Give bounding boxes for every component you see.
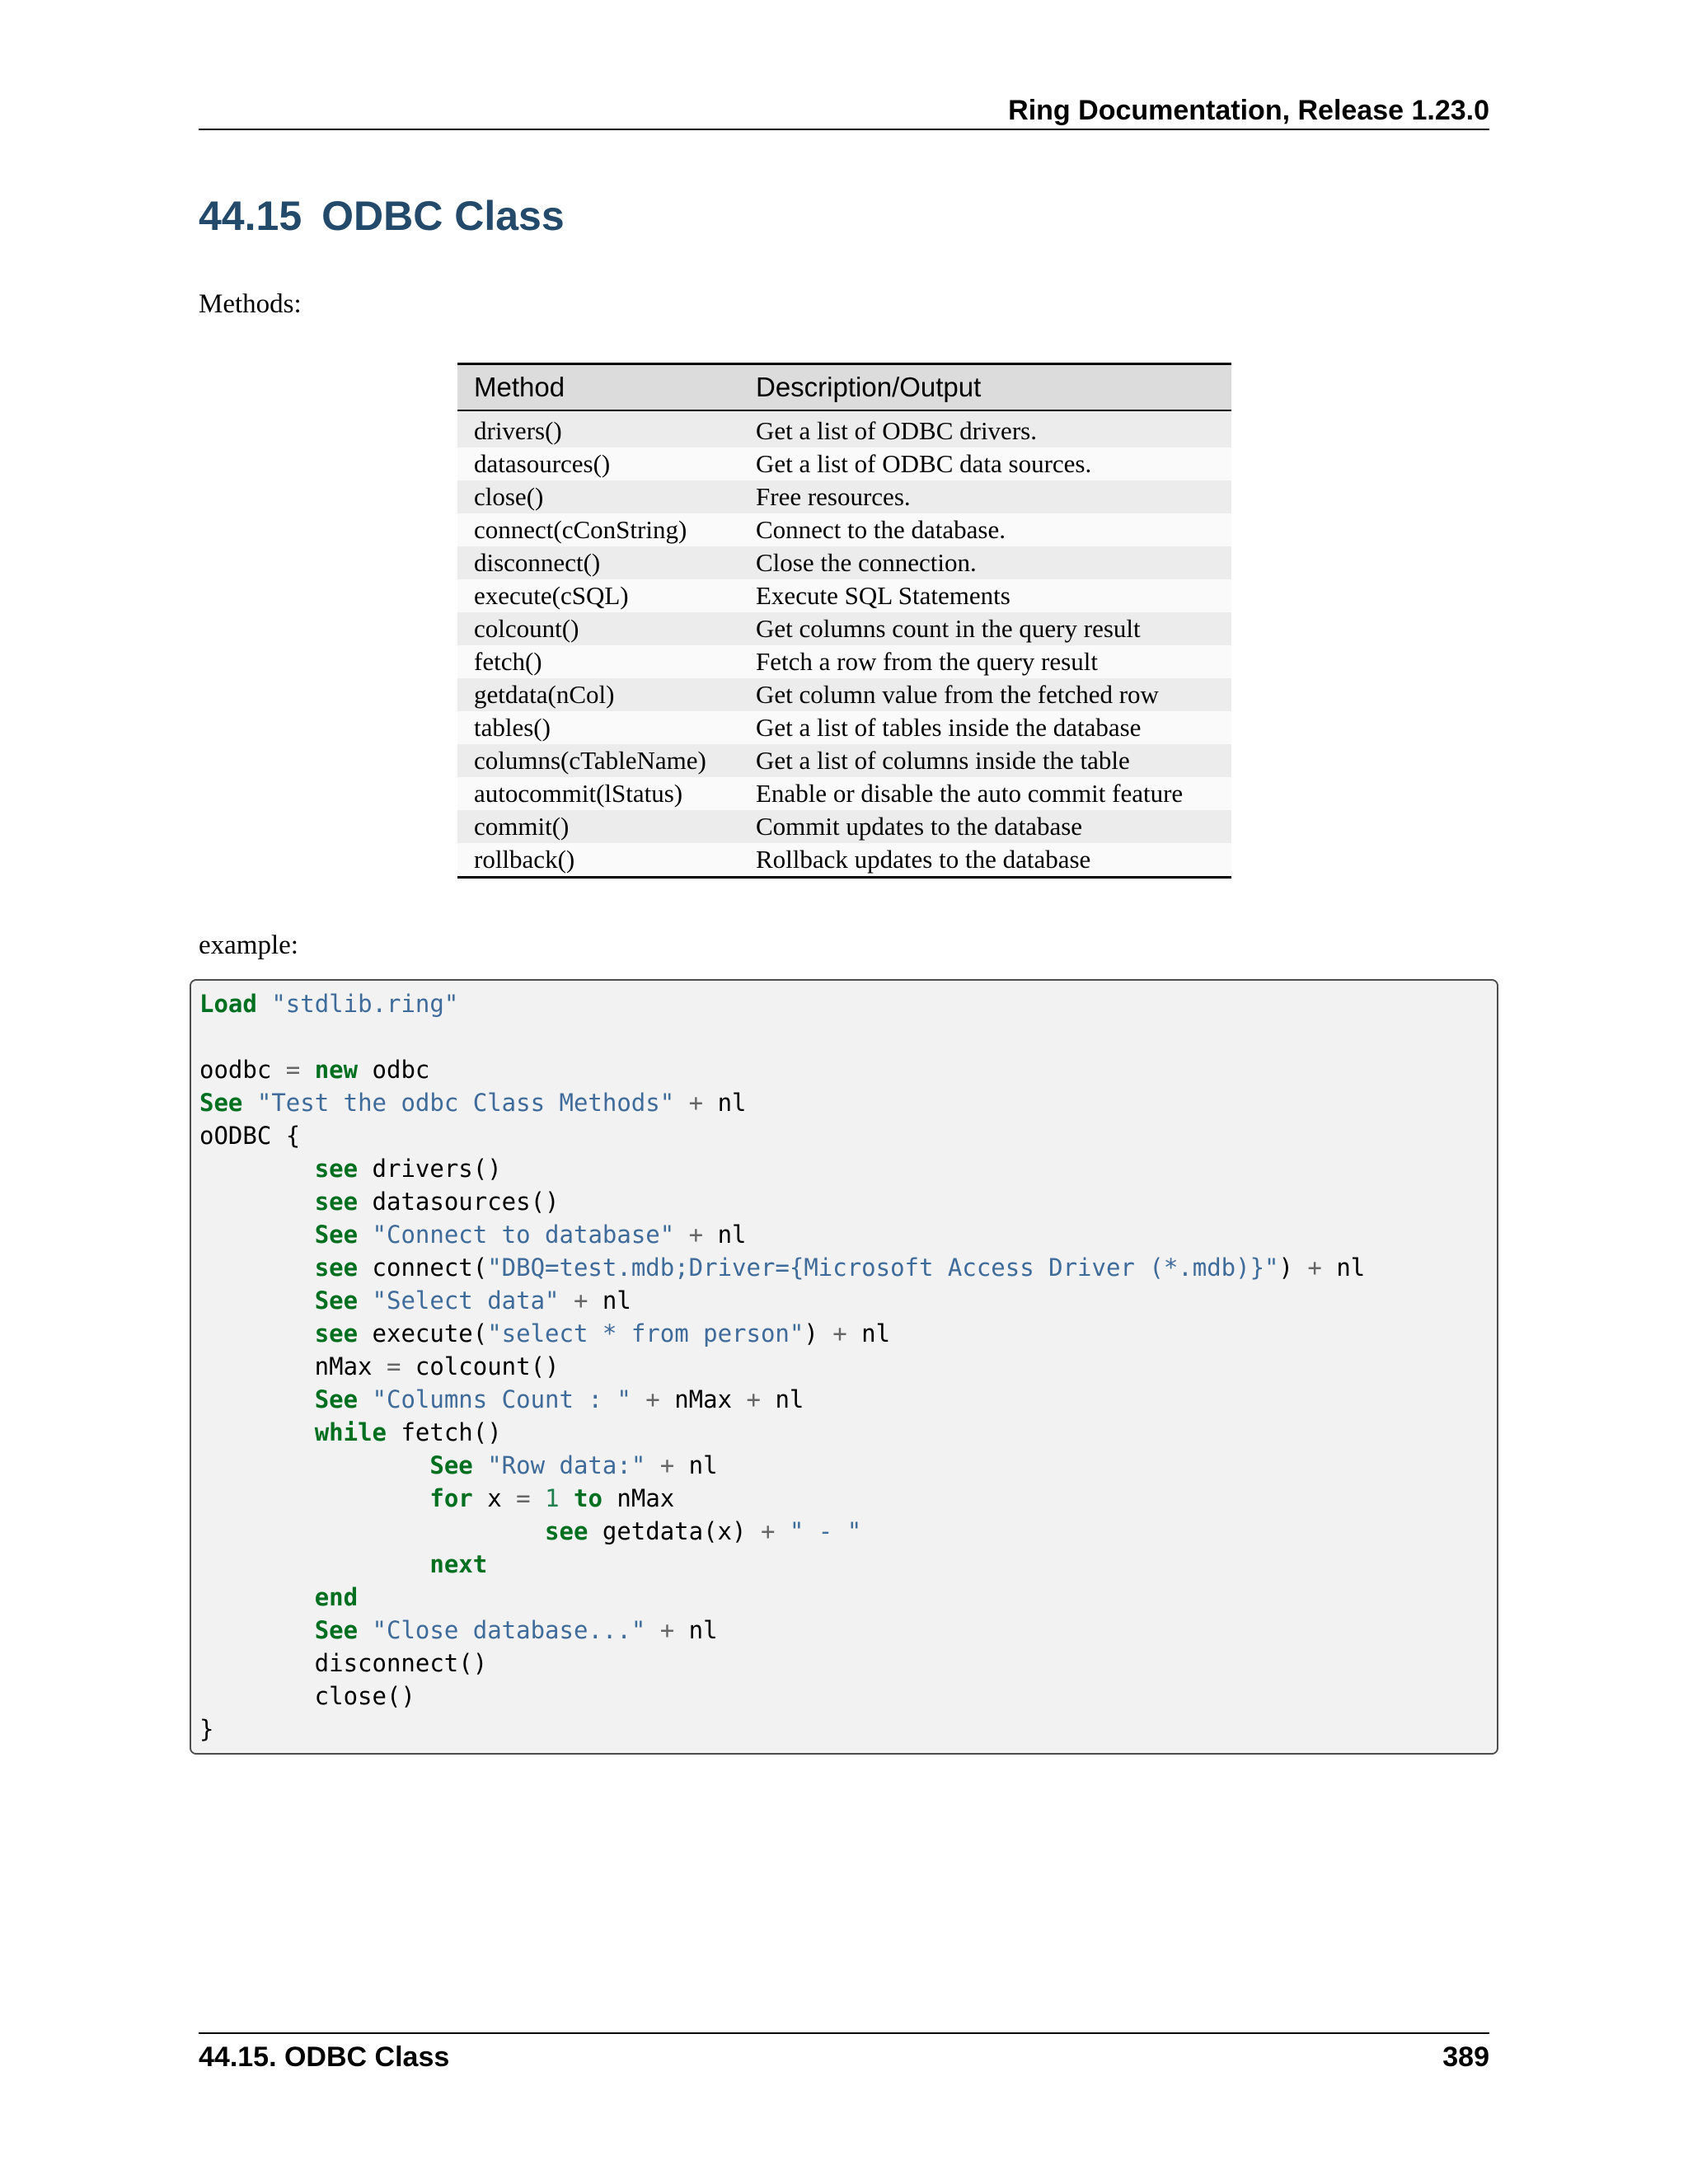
code-token: Load — [199, 990, 257, 1018]
description-cell: Rollback updates to the database — [739, 843, 1231, 878]
code-token: nl — [703, 1221, 747, 1249]
code-token: "Connect to database" — [372, 1221, 675, 1249]
code-listing — [199, 987, 1365, 1746]
section-title: ODBC Class — [321, 193, 565, 239]
code-token: See — [314, 1385, 359, 1413]
code-token: getdata(x) — [588, 1517, 761, 1545]
code-token: new — [314, 1056, 359, 1084]
method-cell: columns(cTableName) — [457, 744, 739, 777]
code-token: close() — [199, 1682, 415, 1710]
description-cell: Connect to the database. — [739, 513, 1231, 546]
table-row — [457, 546, 1231, 579]
description-cell: Get a list of columns inside the table — [739, 744, 1231, 777]
code-token: "DBQ=test.mdb;Driver={Microsoft Access Driver (*.mdb)}" — [487, 1254, 1279, 1282]
description-cell: Get a list of ODBC data sources. — [739, 448, 1231, 480]
code-line — [199, 1122, 300, 1150]
code-token: + — [659, 1616, 675, 1644]
code-token: see — [545, 1517, 588, 1545]
code-token: = — [386, 1352, 401, 1380]
code-token: See — [429, 1451, 473, 1479]
method-cell: connect(cConString) — [457, 513, 739, 546]
method-cell: tables() — [457, 711, 739, 744]
method-cell: autocommit(lStatus) — [457, 777, 739, 810]
method-cell: fetch() — [457, 645, 739, 678]
code-token: drivers() — [358, 1155, 502, 1183]
code-token — [358, 1616, 372, 1644]
code-token: see — [314, 1188, 359, 1216]
code-token: "select * from person" — [487, 1319, 804, 1347]
code-token: to — [574, 1484, 603, 1512]
code-token: disconnect() — [199, 1649, 488, 1677]
code-token — [199, 1221, 315, 1249]
table-row — [457, 744, 1231, 777]
code-token: } — [199, 1715, 214, 1743]
code-token: execute( — [358, 1319, 488, 1347]
code-token: oODBC { — [199, 1122, 301, 1150]
code-token: + — [645, 1385, 660, 1413]
description-cell: Commit updates to the database — [739, 810, 1231, 843]
table-header-row — [457, 364, 1231, 411]
code-token: connect( — [358, 1254, 488, 1282]
code-token — [645, 1616, 659, 1644]
code-token — [199, 1188, 315, 1216]
code-line — [199, 1550, 487, 1578]
code-token: nMax — [659, 1385, 747, 1413]
code-token: nMax — [602, 1484, 675, 1512]
code-token: + — [760, 1517, 776, 1545]
code-block — [190, 979, 1498, 1755]
code-token: "Columns Count : " — [372, 1385, 631, 1413]
code-line — [199, 1319, 890, 1347]
code-token — [199, 1616, 315, 1644]
code-line — [199, 1286, 631, 1315]
page-number: 389 — [1442, 2041, 1489, 2073]
code-token: ) — [804, 1319, 833, 1347]
description-cell: Get a list of ODBC drivers. — [739, 410, 1231, 448]
code-token: "Test the odbc Class Methods" — [256, 1089, 675, 1117]
code-token — [199, 1319, 315, 1347]
code-token — [242, 1089, 256, 1117]
description-cell: Get column value from the fetched row — [739, 678, 1231, 711]
code-token — [199, 1583, 315, 1611]
code-token — [199, 1155, 315, 1183]
code-line — [199, 1352, 560, 1380]
code-token: nl — [703, 1089, 747, 1117]
method-cell: commit() — [457, 810, 739, 843]
code-token: "stdlib.ring" — [271, 990, 459, 1018]
code-token — [199, 1517, 545, 1545]
code-line — [199, 1649, 487, 1677]
method-cell: colcount() — [457, 612, 739, 645]
code-token — [300, 1056, 314, 1084]
code-token — [199, 1418, 315, 1446]
method-cell: datasources() — [457, 448, 739, 480]
code-token: nl — [674, 1451, 718, 1479]
description-cell: Close the connection. — [739, 546, 1231, 579]
code-token — [199, 1385, 315, 1413]
code-token: nl — [761, 1385, 804, 1413]
table-row — [457, 711, 1231, 744]
code-token: + — [746, 1385, 761, 1413]
code-line — [199, 1616, 718, 1644]
code-token — [358, 1286, 372, 1315]
code-line — [199, 1682, 415, 1710]
code-token — [199, 1550, 429, 1578]
code-line — [199, 1385, 804, 1413]
description-cell: Enable or disable the auto commit feature — [739, 777, 1231, 810]
description-cell: Free resources. — [739, 480, 1231, 513]
code-token: datasources() — [358, 1188, 560, 1216]
section-heading — [199, 191, 565, 241]
code-line — [199, 1254, 1365, 1282]
code-token: nl — [588, 1286, 631, 1315]
table-row — [457, 843, 1231, 878]
code-token: colcount() — [401, 1352, 560, 1380]
code-line — [199, 1188, 560, 1216]
method-cell: getdata(nCol) — [457, 678, 739, 711]
method-cell: drivers() — [457, 410, 739, 448]
code-token: ) — [1278, 1254, 1308, 1282]
code-token — [674, 1089, 688, 1117]
code-token: = — [285, 1056, 301, 1084]
code-token: + — [688, 1089, 704, 1117]
code-token: " - " — [789, 1517, 862, 1545]
example-label: example: — [199, 930, 298, 960]
page-footer — [199, 2032, 1489, 2083]
code-token — [560, 1484, 574, 1512]
code-token — [560, 1286, 574, 1315]
code-line — [199, 1089, 747, 1117]
code-token — [358, 1385, 372, 1413]
code-token: "Row data:" — [487, 1451, 646, 1479]
code-token — [645, 1451, 659, 1479]
code-line — [199, 1056, 429, 1084]
code-token — [199, 1451, 429, 1479]
code-token: oodbc — [199, 1056, 286, 1084]
methods-label: Methods: — [199, 289, 302, 319]
code-token: see — [314, 1319, 359, 1347]
table-row — [457, 810, 1231, 843]
code-token — [631, 1385, 645, 1413]
code-line — [199, 1451, 718, 1479]
table-row — [457, 678, 1231, 711]
code-token: + — [659, 1451, 675, 1479]
code-line — [199, 1715, 213, 1743]
table-row — [457, 448, 1231, 480]
code-line — [199, 1418, 502, 1446]
methods-table-body — [457, 410, 1231, 878]
code-token: 1 — [545, 1484, 560, 1512]
table-row — [457, 777, 1231, 810]
description-cell: Fetch a row from the query result — [739, 645, 1231, 678]
description-cell: Execute SQL Statements — [739, 579, 1231, 612]
table-row — [457, 513, 1231, 546]
code-token: + — [574, 1286, 588, 1315]
description-cell: Get a list of tables inside the database — [739, 711, 1231, 744]
code-token: See — [314, 1616, 359, 1644]
code-line — [199, 1484, 674, 1512]
method-cell: rollback() — [457, 843, 739, 878]
code-line — [199, 1155, 502, 1183]
code-token — [199, 1286, 315, 1315]
code-token: See — [199, 1089, 243, 1117]
code-line — [199, 990, 458, 1018]
section-number: 44.15 — [199, 193, 302, 239]
method-cell: close() — [457, 480, 739, 513]
code-token — [531, 1484, 545, 1512]
table-row — [457, 645, 1231, 678]
code-line — [199, 1517, 861, 1545]
column-header-description: Description/Output — [739, 364, 1231, 411]
code-token: = — [516, 1484, 531, 1512]
code-line — [199, 1221, 747, 1249]
code-token — [358, 1221, 372, 1249]
code-token: while — [314, 1418, 387, 1446]
code-token: See — [314, 1286, 359, 1315]
table-row — [457, 480, 1231, 513]
code-token — [199, 1254, 315, 1282]
code-token: "Close database..." — [372, 1616, 646, 1644]
code-token: next — [429, 1550, 488, 1578]
code-token — [257, 990, 271, 1018]
code-token: fetch() — [387, 1418, 502, 1446]
table-row — [457, 579, 1231, 612]
code-token: end — [314, 1583, 359, 1611]
description-cell: Get columns count in the query result — [739, 612, 1231, 645]
code-line — [199, 1583, 358, 1611]
footer-section: 44.15. ODBC Class — [199, 2041, 450, 2073]
code-token: + — [832, 1319, 847, 1347]
method-cell: execute(cSQL) — [457, 579, 739, 612]
code-token — [199, 1484, 429, 1512]
code-token: for — [429, 1484, 473, 1512]
code-token: + — [1307, 1254, 1322, 1282]
method-cell: disconnect() — [457, 546, 739, 579]
page-header — [199, 89, 1489, 130]
code-token — [775, 1517, 789, 1545]
code-token — [473, 1451, 487, 1479]
code-token: See — [314, 1221, 359, 1249]
column-header-method: Method — [457, 364, 739, 411]
document-title: Ring Documentation, Release 1.23.0 — [1008, 95, 1489, 126]
table-row — [457, 410, 1231, 448]
code-token: nMax — [199, 1352, 387, 1380]
code-token: + — [688, 1221, 704, 1249]
code-token: x — [472, 1484, 517, 1512]
code-token: see — [314, 1254, 359, 1282]
code-token: nl — [674, 1616, 718, 1644]
code-token: "Select data" — [372, 1286, 560, 1315]
table-row — [457, 612, 1231, 645]
code-token: nl — [1321, 1254, 1366, 1282]
code-token: odbc — [358, 1056, 430, 1084]
code-token: nl — [846, 1319, 891, 1347]
code-token — [674, 1221, 688, 1249]
methods-table — [457, 363, 1231, 879]
code-token: see — [314, 1155, 359, 1183]
